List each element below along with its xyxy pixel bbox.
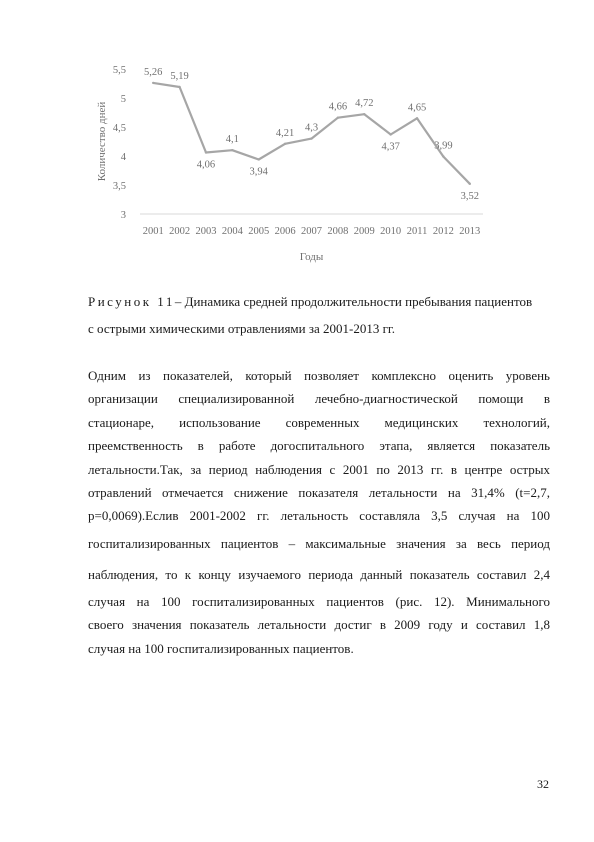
data-point	[231, 149, 233, 151]
paragraph-line: стационаре, использование современных медицинских технологий,	[88, 414, 550, 430]
x-tick-label: 2005	[248, 226, 270, 237]
y-tick-label: 4	[120, 152, 126, 163]
data-point	[469, 183, 471, 185]
paragraph-line: случая на 100 госпитализированных пациентов (рис. 12). Минимального	[88, 593, 550, 609]
data-label: 4,72	[355, 98, 374, 110]
data-label: 4,06	[196, 159, 216, 171]
caption-text-1: Динамика средней продолжительности пребывания пациентов	[181, 294, 533, 309]
paragraph-line: госпитализированных пациентов – максимальные значения за весь период	[88, 535, 550, 551]
caption-dash: –	[174, 294, 182, 309]
x-tick-label: 2009	[353, 226, 375, 237]
x-tick-label: 2003	[195, 226, 217, 237]
paragraph-line: Одним из показателей, который позволяет комплексно оценить уровень	[88, 368, 550, 383]
y-tick-label: 4,5	[112, 123, 126, 134]
paragraph-line: летальности.Так, за период наблюдения с 2001 по 2013 гг. в центре острых	[88, 461, 550, 477]
data-point	[152, 82, 154, 84]
x-tick-label: 2001	[142, 226, 164, 237]
data-label: 3,94	[249, 166, 268, 178]
x-tick-label: 2008	[327, 226, 349, 237]
paragraph-line: своего значения показатель летальности достиг в 2009 году и составил 1,8	[88, 617, 550, 633]
paragraph-line: преемственность в работе догоспитального этапа, является показатель	[88, 438, 550, 454]
data-label: 5,26	[144, 66, 163, 78]
data-point	[178, 86, 180, 88]
caption-line-2: с острыми химическими отравлениями за 2001-2013 гг.	[88, 321, 396, 336]
y-axis-title: Количество дней	[96, 101, 108, 182]
data-label: 5,19	[170, 70, 189, 82]
x-tick-label: 2002	[169, 226, 191, 237]
x-tick-label: 2013	[459, 226, 481, 237]
data-point	[363, 113, 365, 115]
body-paragraph	[88, 364, 550, 660]
figure-caption	[88, 288, 550, 342]
x-tick-label: 2011	[406, 226, 428, 237]
page-number: 32	[537, 777, 549, 791]
data-point	[389, 133, 391, 135]
x-tick-label: 2010	[380, 226, 402, 237]
paragraph-line: наблюдения, то к концу изучаемого периода данный показатель составил 2,4	[88, 566, 550, 582]
caption-line-1	[88, 288, 550, 315]
data-label: 3,99	[434, 140, 453, 152]
data-label: 4,66	[328, 101, 348, 113]
y-tick-label: 5,5	[112, 65, 126, 76]
paragraph-line: отравлений отмечается снижение показателя летальности на 31,4% (t=2,7,	[88, 485, 550, 501]
data-label: 4,21	[275, 127, 295, 139]
x-tick-label: 2004	[221, 226, 243, 237]
paragraph-line: организации специализированной лечебно-диагностической помощи в	[88, 391, 550, 407]
x-axis-title: Годы	[299, 251, 324, 263]
chart-svg	[95, 55, 505, 270]
data-label: 3,52	[460, 190, 479, 202]
y-tick-label: 5	[120, 94, 126, 105]
data-point	[416, 117, 418, 119]
data-point	[310, 137, 312, 139]
data-point	[337, 117, 339, 119]
caption-figure-number: Рисунок 11	[88, 294, 175, 309]
paragraph-line: p=0,0069).Еслив 2001-2002 гг. летальность составляла 3,5 случая на 100	[88, 508, 550, 524]
data-point	[258, 158, 260, 160]
data-label: 4,3	[304, 122, 319, 134]
x-tick-label: 2007	[301, 226, 322, 237]
data-point	[205, 151, 207, 153]
data-point	[442, 155, 444, 157]
x-tick-label: 2012	[432, 226, 454, 237]
y-tick-label: 3,5	[112, 181, 126, 192]
data-point	[284, 143, 286, 145]
data-label: 4,65	[407, 102, 427, 114]
y-tick-label: 3	[120, 210, 126, 221]
duration-line-chart	[95, 55, 505, 270]
data-label: 4,1	[225, 134, 239, 146]
data-label: 4,37	[381, 141, 400, 153]
x-tick-label: 2006	[274, 226, 296, 237]
paragraph-line: случая на 100 госпитализированных пациентов.	[88, 640, 354, 656]
